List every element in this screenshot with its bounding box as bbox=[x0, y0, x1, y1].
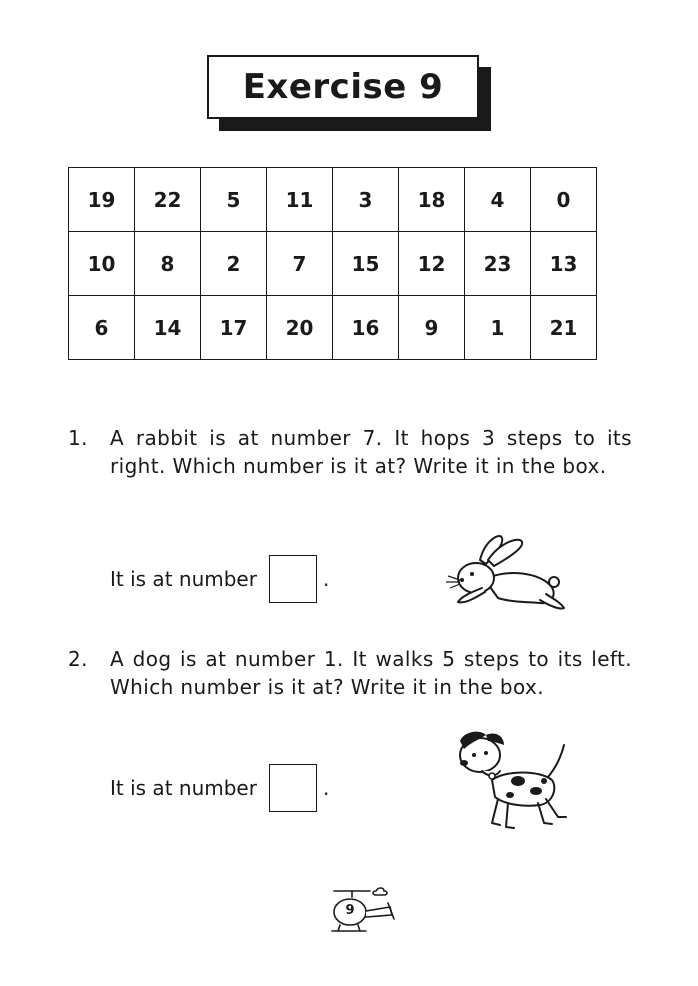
grid-cell: 9 bbox=[399, 296, 465, 360]
title-banner bbox=[207, 55, 479, 119]
grid-cell: 12 bbox=[399, 232, 465, 296]
grid-cell: 10 bbox=[69, 232, 135, 296]
number-grid bbox=[68, 167, 597, 360]
grid-cell: 1 bbox=[465, 296, 531, 360]
answer-2-box[interactable] bbox=[269, 764, 317, 812]
question-1-number: 1. bbox=[68, 426, 88, 450]
grid-cell: 20 bbox=[267, 296, 333, 360]
grid-cell: 2 bbox=[201, 232, 267, 296]
grid-cell: 23 bbox=[465, 232, 531, 296]
grid-cell: 17 bbox=[201, 296, 267, 360]
dog-icon bbox=[440, 725, 575, 840]
question-2-text: A dog is at number 1. It walks 5 steps to its left. Which number is it at? Write it in the box. bbox=[110, 647, 632, 699]
question-1-answer bbox=[110, 555, 329, 603]
grid-cell: 14 bbox=[135, 296, 201, 360]
grid-cell: 0 bbox=[531, 168, 597, 232]
grid-row bbox=[69, 168, 597, 232]
grid-cell: 21 bbox=[531, 296, 597, 360]
grid-cell: 6 bbox=[69, 296, 135, 360]
grid-cell: 13 bbox=[531, 232, 597, 296]
answer-1-box[interactable] bbox=[269, 555, 317, 603]
page-number: 9 bbox=[345, 903, 355, 918]
answer-1-prefix: It is at number bbox=[110, 567, 257, 591]
rabbit-icon bbox=[440, 530, 570, 615]
helicopter-icon bbox=[322, 885, 402, 935]
grid-cell: 4 bbox=[465, 168, 531, 232]
answer-2-prefix: It is at number bbox=[110, 776, 257, 800]
grid-cell: 19 bbox=[69, 168, 135, 232]
grid-cell: 5 bbox=[201, 168, 267, 232]
page-footer bbox=[322, 885, 402, 935]
grid-cell: 8 bbox=[135, 232, 201, 296]
grid-cell: 7 bbox=[267, 232, 333, 296]
grid-cell: 11 bbox=[267, 168, 333, 232]
answer-1-suffix: . bbox=[322, 567, 330, 591]
question-2-number: 2. bbox=[68, 647, 88, 671]
answer-2-suffix: . bbox=[322, 776, 330, 800]
grid-row bbox=[69, 296, 597, 360]
grid-cell: 18 bbox=[399, 168, 465, 232]
grid-cell: 22 bbox=[135, 168, 201, 232]
question-2-answer bbox=[110, 764, 329, 812]
page-title: Exercise 9 bbox=[207, 55, 479, 119]
grid-row bbox=[69, 232, 597, 296]
question-1-text: A rabbit is at number 7. It hops 3 steps to its right. Which number is it at? Write it in the box. bbox=[110, 426, 632, 478]
grid-cell: 16 bbox=[333, 296, 399, 360]
grid-cell: 15 bbox=[333, 232, 399, 296]
grid-cell: 3 bbox=[333, 168, 399, 232]
